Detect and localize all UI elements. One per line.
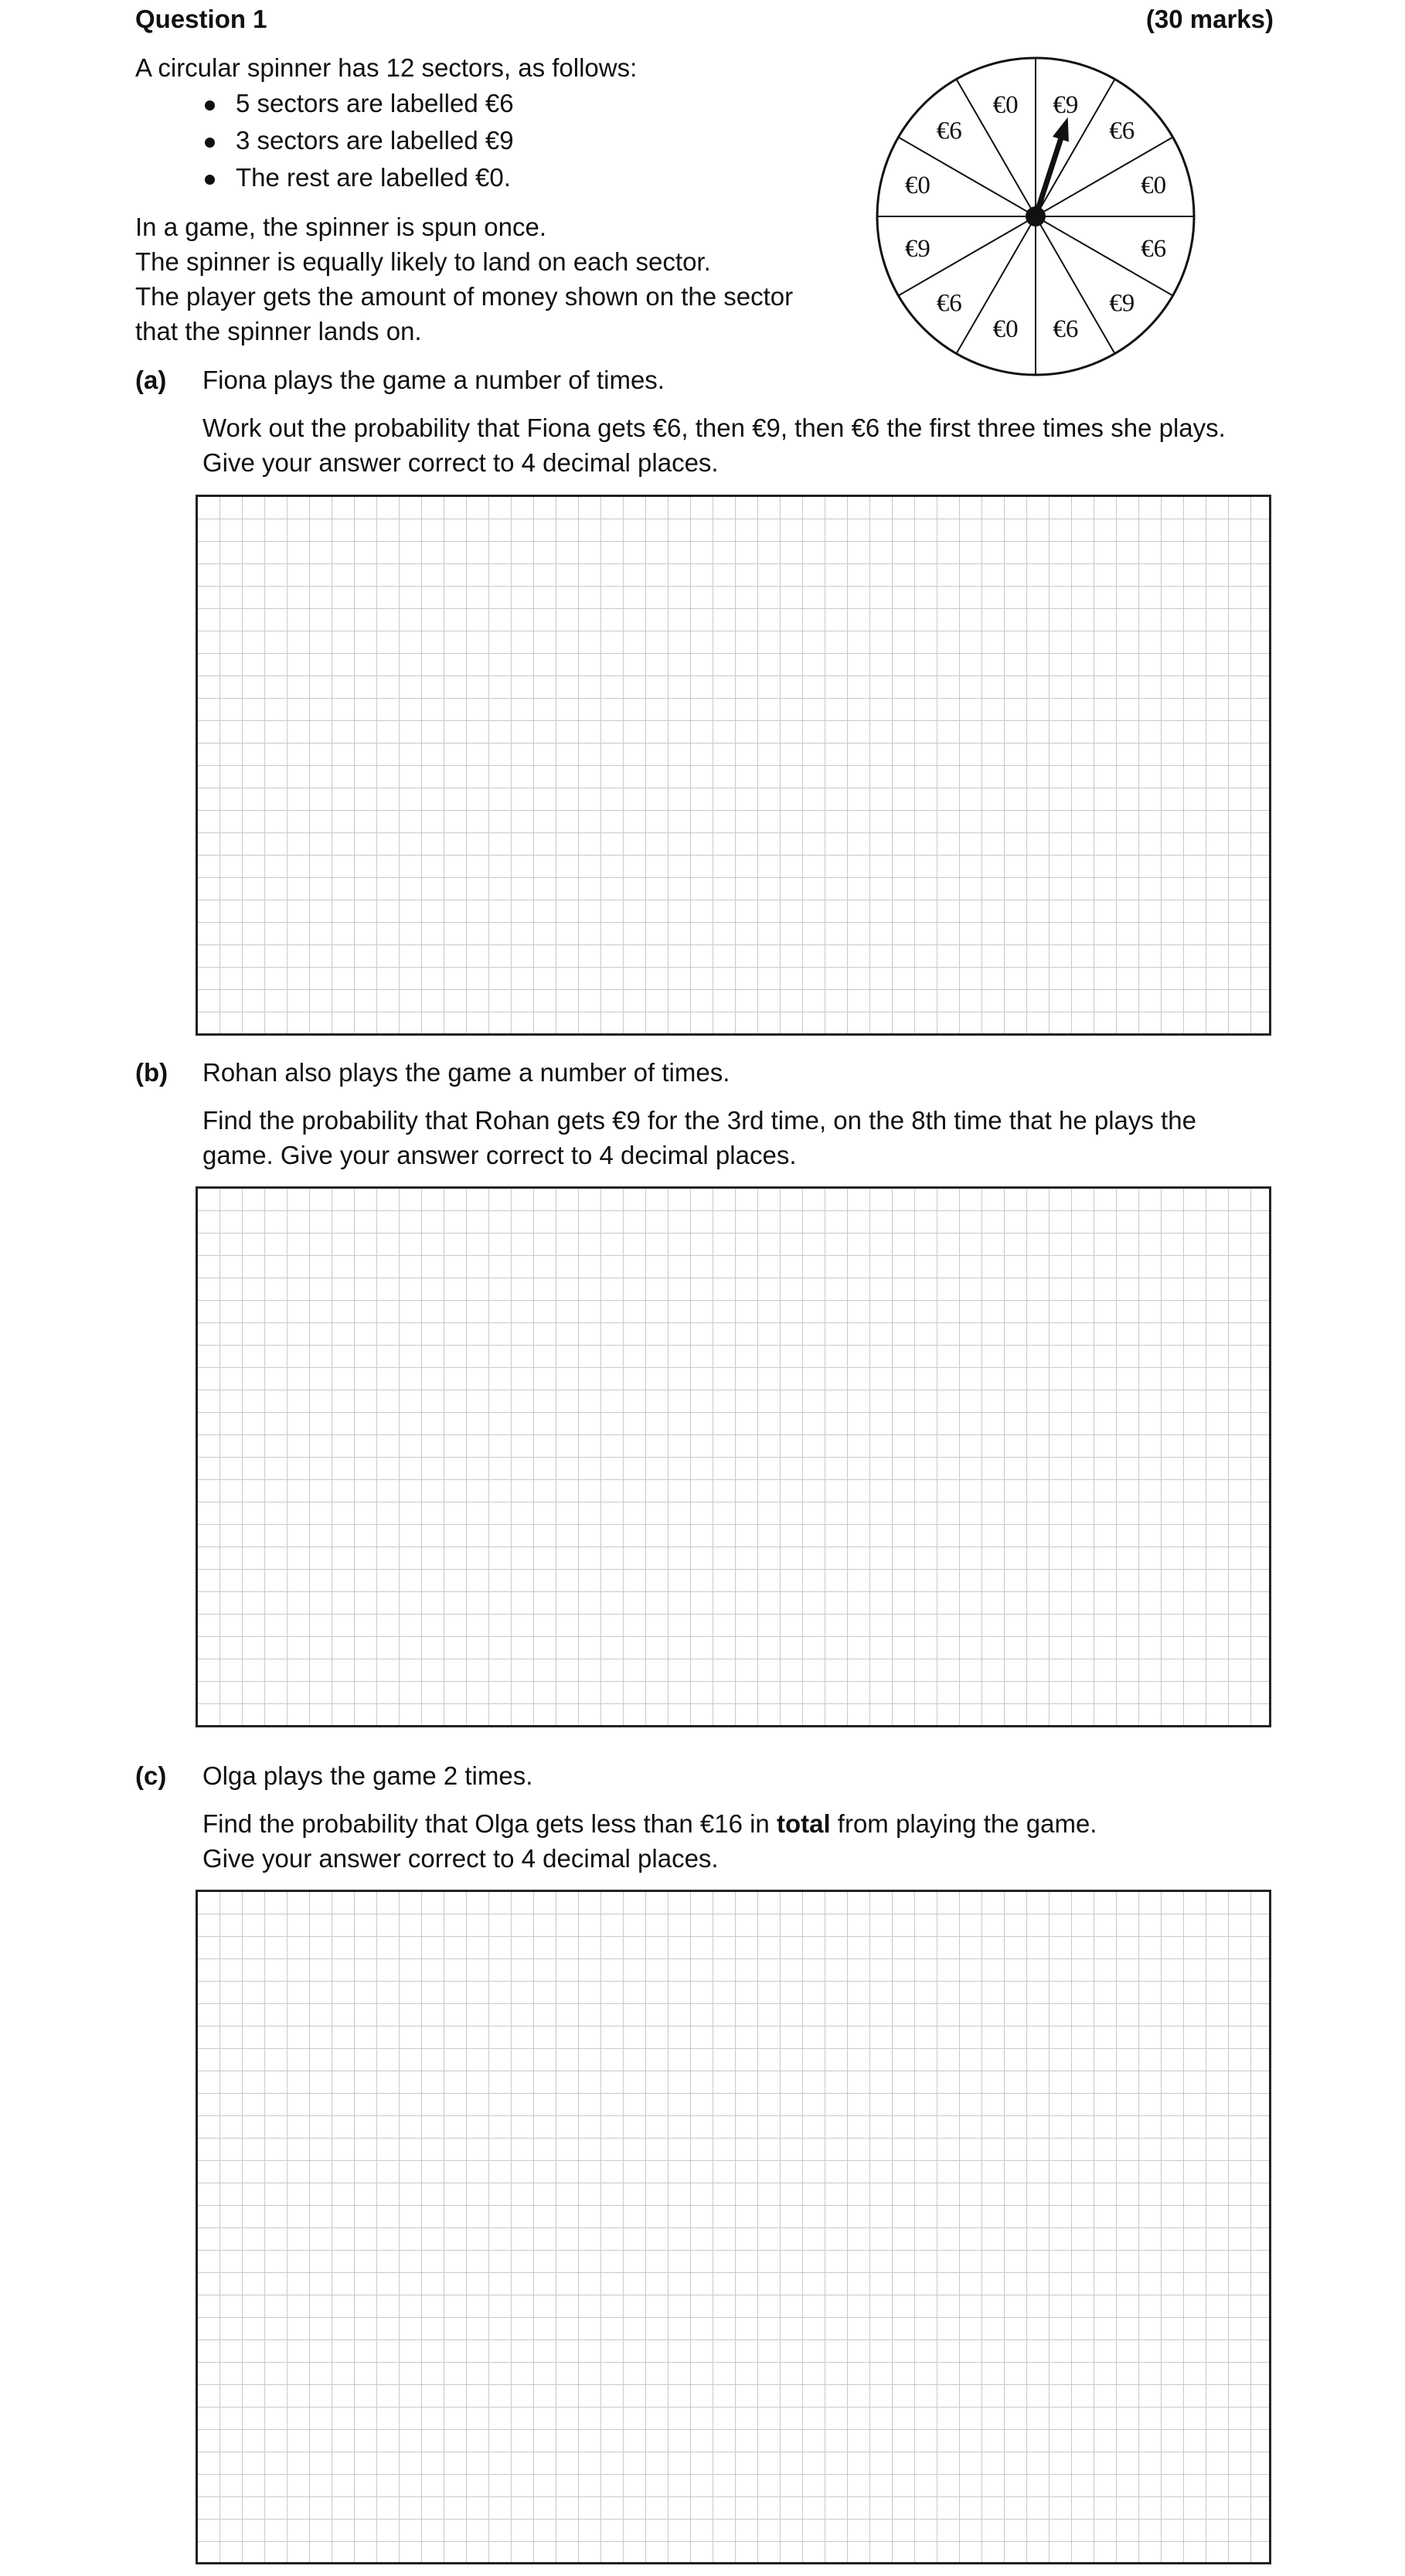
question-title: Question 1 bbox=[135, 5, 267, 33]
sector-label: €6 bbox=[1109, 117, 1135, 145]
sector-label: €0 bbox=[904, 172, 930, 200]
part-c-text: Olga plays the game 2 times. bbox=[202, 1761, 533, 1790]
part-c-text-emphasis: total bbox=[776, 1809, 831, 1838]
part-a-text: Work out the probability that Fiona gets €6, then €9, then €6 the first three times she plays. bbox=[202, 413, 1226, 442]
part-a-text: Fiona plays the game a number of times. bbox=[202, 366, 665, 394]
sector-label: €9 bbox=[1053, 91, 1079, 120]
part-c-text: Give your answer correct to 4 decimal places. bbox=[202, 1844, 719, 1873]
sector-label: €6 bbox=[936, 289, 962, 318]
part-b-text: Find the probability that Rohan gets €9 for the 3rd time, on the 8th time that he plays the bbox=[202, 1106, 1196, 1135]
part-a-label: (a) bbox=[135, 366, 167, 394]
sector-label: €0 bbox=[992, 315, 1019, 343]
sector-label: €9 bbox=[904, 234, 930, 263]
intro-paragraph-line: The player gets the amount of money shown on the sector bbox=[135, 282, 794, 311]
answer-area-c[interactable] bbox=[196, 1890, 1271, 2564]
bullet-icon bbox=[205, 100, 215, 111]
answer-area-a[interactable] bbox=[196, 495, 1271, 1036]
spinner-diagram bbox=[866, 46, 1206, 386]
part-b-text: game. Give your answer correct to 4 decimal places. bbox=[202, 1141, 797, 1169]
bullet-item: 3 sectors are labelled €9 bbox=[236, 126, 514, 155]
bullet-item: 5 sectors are labelled €6 bbox=[236, 89, 514, 117]
intro-paragraph-line: In a game, the spinner is spun once. bbox=[135, 213, 546, 241]
part-b-label: (b) bbox=[135, 1058, 168, 1087]
answer-area-b[interactable] bbox=[196, 1186, 1271, 1727]
sector-label: €0 bbox=[1141, 172, 1167, 200]
sector-label: €0 bbox=[992, 91, 1019, 120]
part-a-text: Give your answer correct to 4 decimal places. bbox=[202, 448, 719, 477]
part-b-text: Rohan also plays the game a number of times. bbox=[202, 1058, 730, 1087]
intro-line: A circular spinner has 12 sectors, as follows: bbox=[135, 53, 638, 82]
sector-label: €6 bbox=[936, 117, 962, 145]
intro-paragraph-line: that the spinner lands on. bbox=[135, 317, 422, 345]
sector-label: €6 bbox=[1141, 234, 1167, 263]
spinner-sectors bbox=[877, 58, 1194, 375]
bullet-icon bbox=[205, 175, 215, 185]
marks-label: (30 marks) bbox=[1145, 5, 1274, 33]
spinner-hub bbox=[1026, 206, 1046, 226]
part-c-text-segment: Find the probability that Olga gets less than €16 in bbox=[202, 1809, 777, 1838]
intro-paragraph-line: The spinner is equally likely to land on each sector. bbox=[135, 247, 711, 276]
part-c-label: (c) bbox=[135, 1761, 167, 1790]
bullet-icon bbox=[205, 138, 215, 148]
sector-label: €9 bbox=[1109, 289, 1135, 318]
part-c-text bbox=[202, 1809, 1097, 1839]
sector-label: €6 bbox=[1053, 315, 1079, 343]
bullet-item: The rest are labelled €0. bbox=[236, 163, 511, 192]
part-c-text-segment: from playing the game. bbox=[830, 1809, 1097, 1838]
